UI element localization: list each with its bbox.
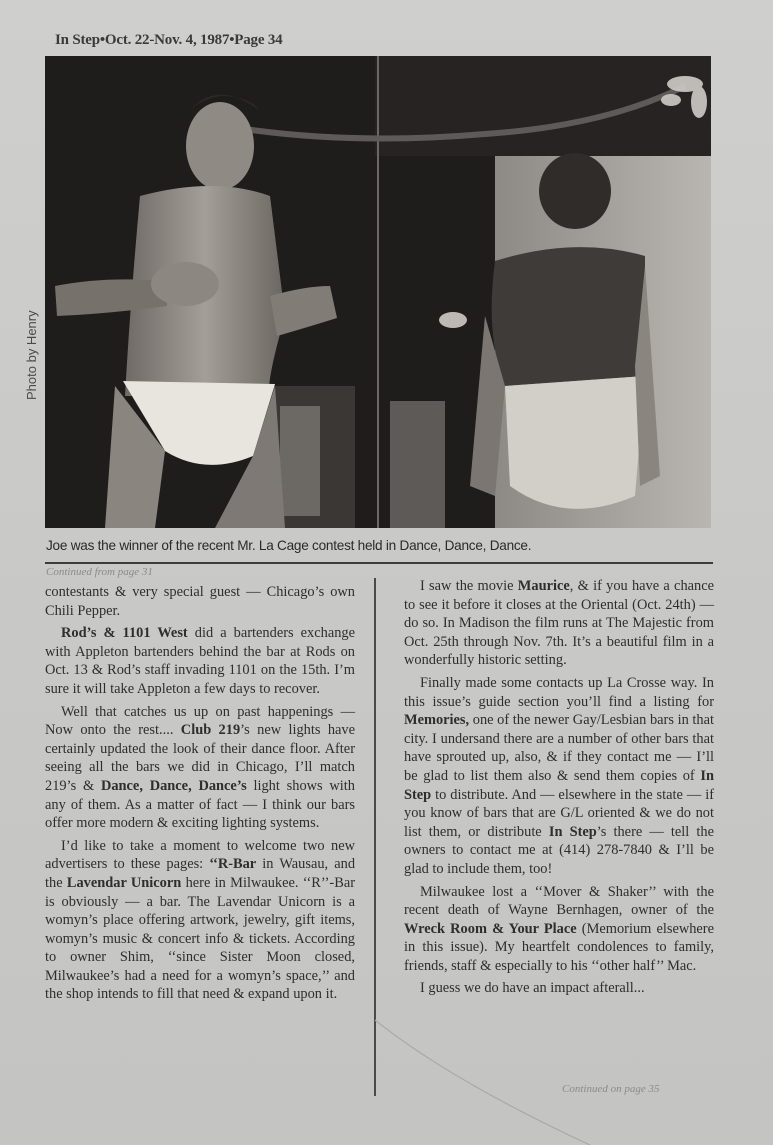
article-paragraph <box>404 577 714 670</box>
paragraph-text: I’d like to take a moment to welcome two new advertisers to these pages: <box>45 837 355 873</box>
paragraph-text: ’s new lights have certainly updated the look of their dance floor. After seeing all the bars we did in Chicago, I’ll match 219’s & <box>45 722 355 794</box>
bold-name: In Step <box>548 823 597 840</box>
article-paragraph <box>45 837 355 1004</box>
paragraph-text: Finally made some contacts up La Crosse way. In this issue’s guide section you’ll find a listing for <box>404 674 714 710</box>
bold-name: Rod’s & 1101 West <box>61 625 188 642</box>
photo-credit: Photo by Henry <box>24 310 39 400</box>
contest-photo <box>45 56 711 528</box>
paragraph-text: light shows with any of them. As a matter of fact — I think our bars offer more modern & exciting lighting systems. <box>45 777 355 832</box>
running-head: In Step•Oct. 22-Nov. 4, 1987•Page 34 <box>55 32 283 48</box>
column-divider <box>374 578 376 1096</box>
bold-name: Lavendar Unicorn <box>66 874 182 891</box>
photo-illustration <box>45 56 711 528</box>
paragraph-text: Milwaukee lost a ‘‘Mover & Shaker’’ with the recent death of Wayne Bernhagen, owner of the <box>404 883 714 919</box>
paragraph-text: in Wausau, and the <box>45 856 356 891</box>
paragraph-text: did a bartenders exchange with Appleton bartenders behind the bar at Rods on Oct. 13 & Rod’s staff invading 1101 on the 15th. I’m sure it will take Appleton a few days to recover. <box>45 625 355 697</box>
paragraph-text: I saw the movie <box>420 578 518 594</box>
article-column-right <box>404 577 714 1002</box>
bold-name: ‘‘R-Bar <box>209 856 257 873</box>
article-paragraph <box>404 979 714 998</box>
bold-name: Maurice <box>517 578 570 594</box>
bold-name: Wreck Room & Your Place <box>404 920 577 937</box>
caption-rule <box>45 562 713 564</box>
article-column-left <box>45 583 355 1008</box>
photo-caption: Joe was the winner of the recent Mr. La Cage contest held in Dance, Dance, Dance. <box>46 538 532 553</box>
article-paragraph <box>45 703 355 833</box>
continued-from-label: Continued from page 31 <box>46 566 153 578</box>
article-paragraph <box>45 624 355 698</box>
bold-name: Club 219 <box>180 722 241 739</box>
article-paragraph <box>404 883 714 976</box>
paragraph-text: Well that catches us up on past happenings — Now onto the rest.... <box>45 703 355 739</box>
paragraph-text: I guess we do have an impact afterall... <box>420 980 645 997</box>
paragraph-text: (Memorium elsewhere in this issue). My heartfelt condolences to family, friends, staff & especially to his ‘‘other half’’ Mac. <box>404 920 714 974</box>
continued-to-label: Continued on page 35 <box>562 1083 660 1095</box>
paragraph-text: ’s there — tell the owners to contact me at (414) 278-7840 & I’ll be glad to include them, too! <box>404 823 714 877</box>
bold-name: Dance, Dance, Dance’s <box>100 777 247 794</box>
paragraph-text: here in Milwaukee. ‘‘R’’-Bar is obviously — a bar. The Lavendar Unicorn is a womyn’s place offering artwork, jewelry, gift items, womyn’s music & concert info & tickets. According to owner Shim, ‘‘since Sister Moon closed, Milwaukee’s had a need for a womyn’s space,’’ and the shop intends to fill that need & expand upon it. <box>45 874 355 1003</box>
article-paragraph <box>404 674 714 879</box>
paragraph-text: to distribute. And — elsewhere in the state — if you know of bars that are G/L oriented & we do not list them, or distribute <box>404 786 714 840</box>
paragraph-text: one of the newer Gay/Lesbian bars in that city. I undersand there are a number of other bars that have sprouted up, also, & if they contact me — I’ll be glad to list them also & send them copies of <box>404 712 714 784</box>
bold-name: In Step <box>404 767 714 803</box>
paragraph-text: , & if you have a chance to see it before it closes at the Oriental (Oct. 24th) — do so. In Madison the film runs at The Majestic from Oct. 25th through Nov. 7th. It’s a beautiful film in a wonderfully historic setting. <box>404 578 714 669</box>
article-paragraph <box>45 583 355 620</box>
bold-name: Memories, <box>404 712 470 729</box>
paragraph-text: contestants & very special guest — Chicago’s own Chili Pepper. <box>45 584 355 619</box>
